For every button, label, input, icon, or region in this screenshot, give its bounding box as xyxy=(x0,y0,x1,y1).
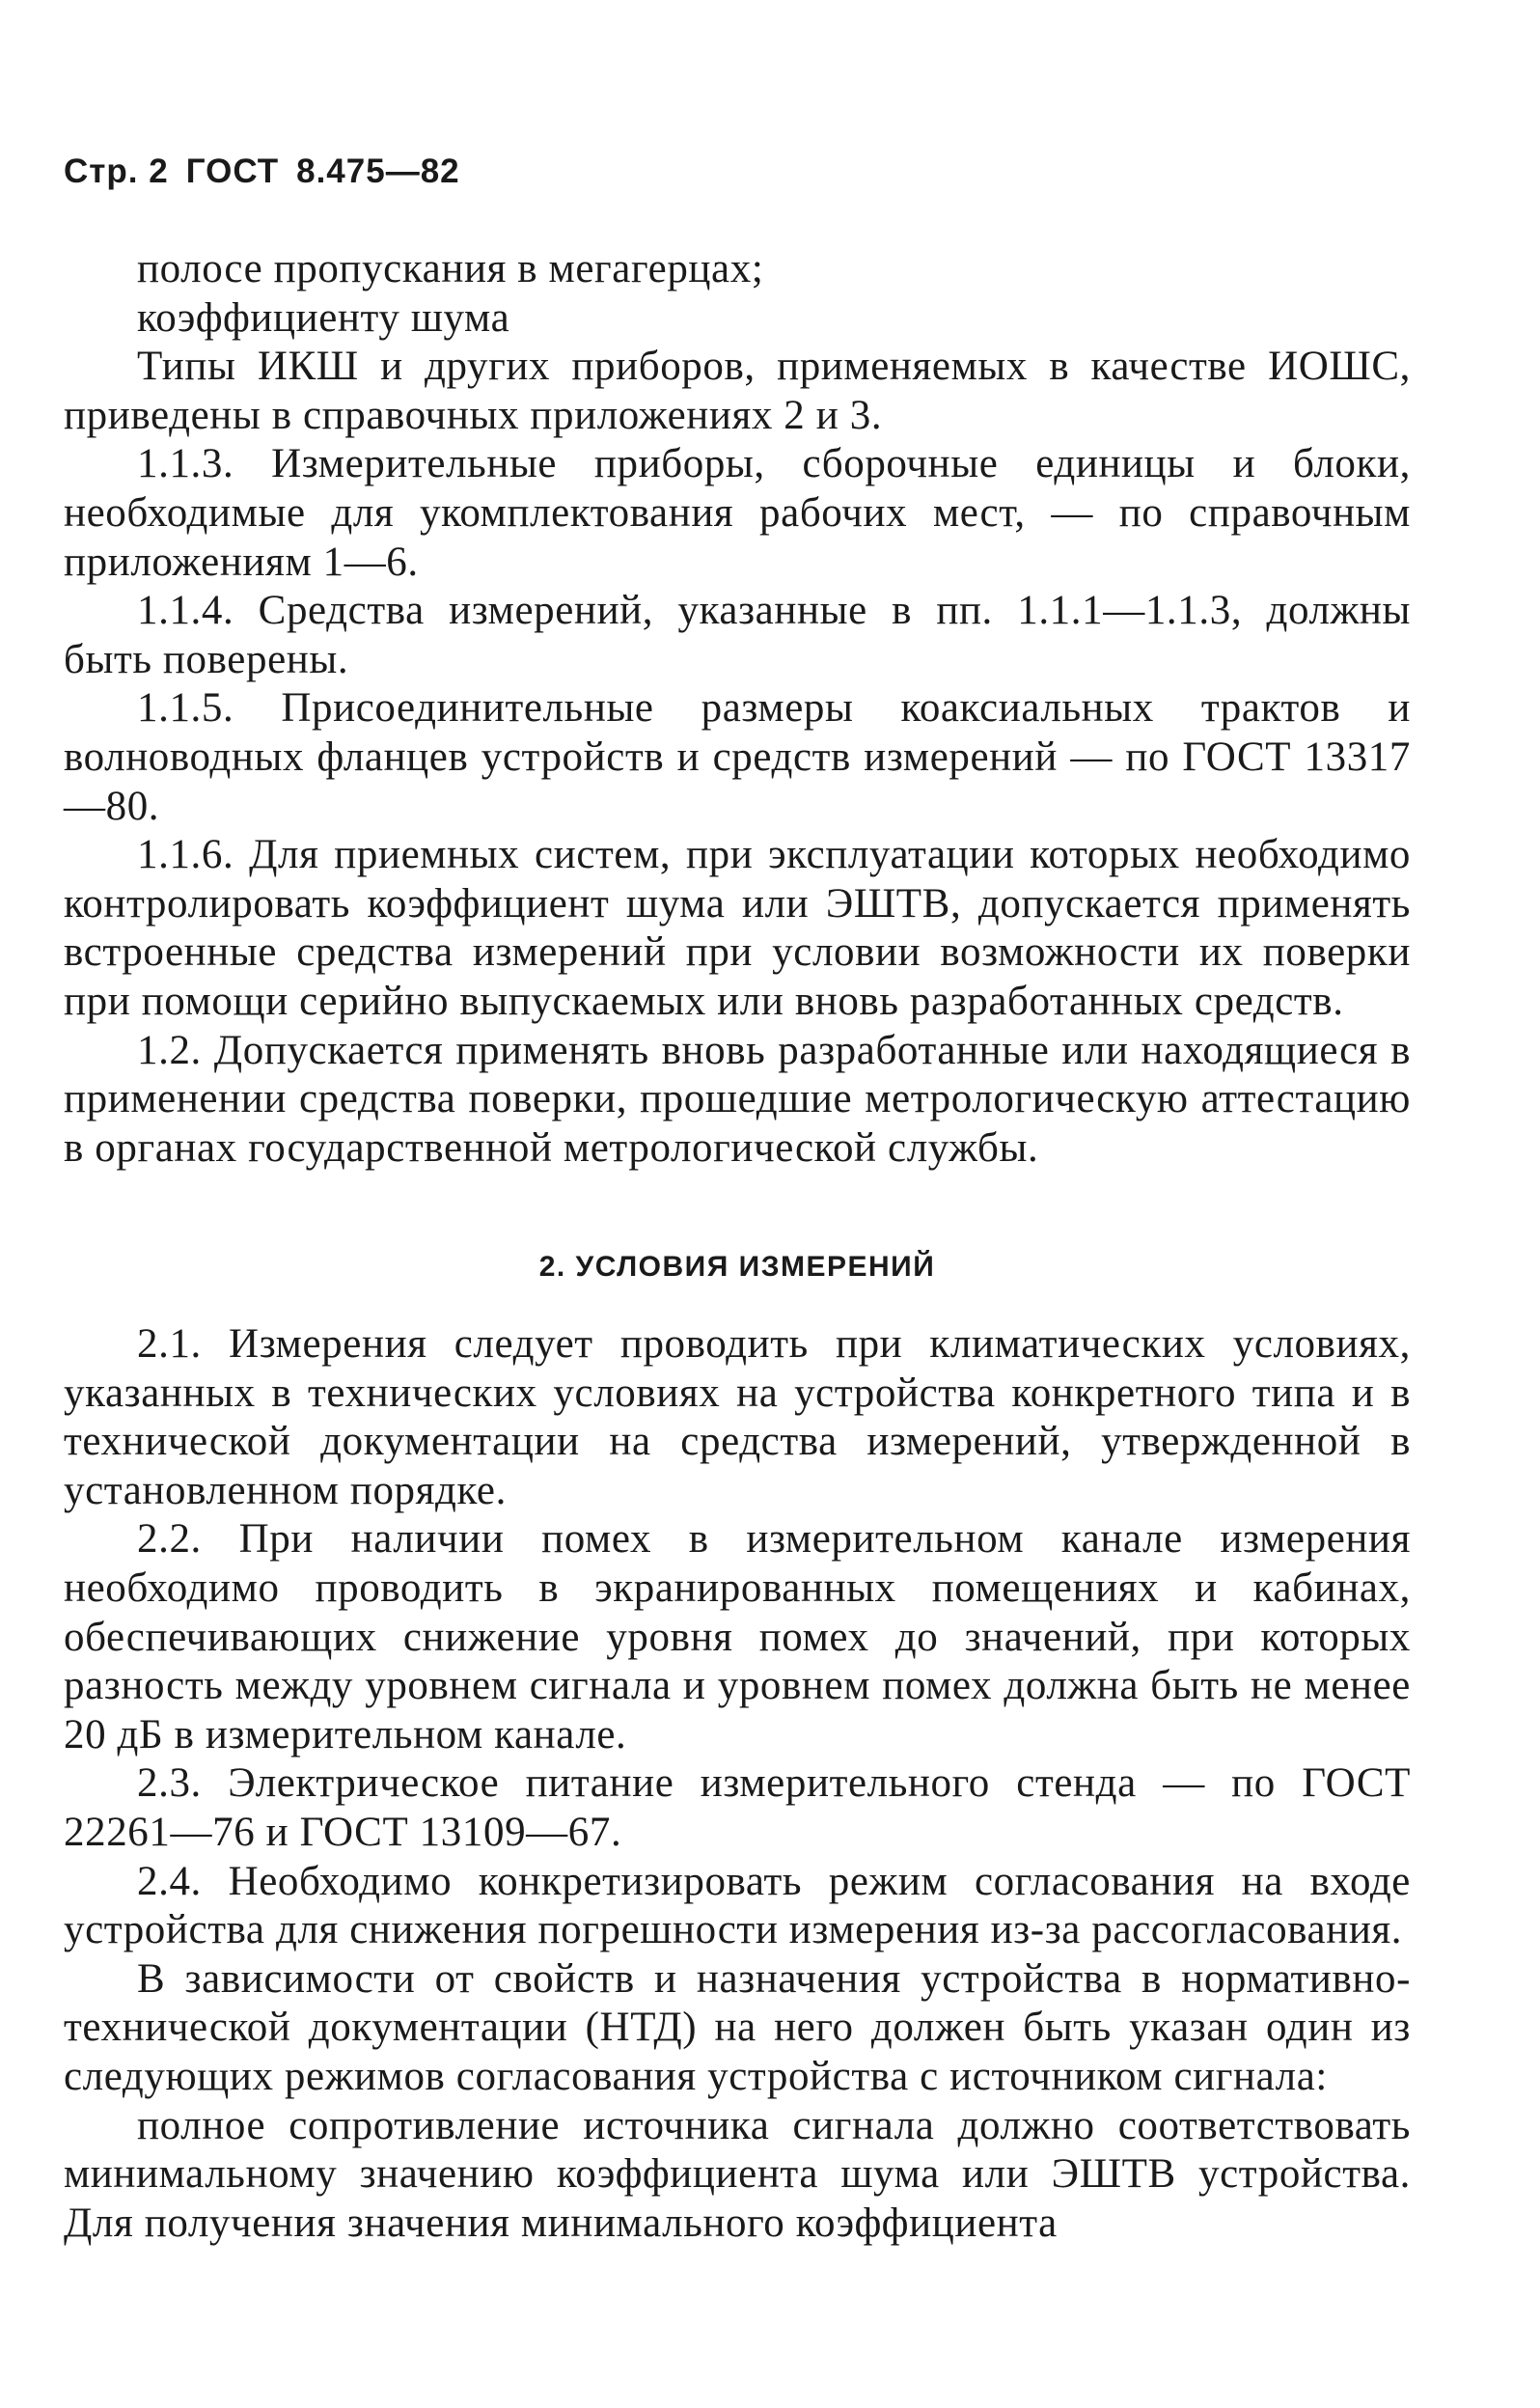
paragraph: 2.3. Электрическое питание измерительного стенда — по ГОСТ 22261—76 и ГОСТ 13109—67. xyxy=(64,1760,1411,1855)
standard-label: ГОСТ xyxy=(185,152,280,190)
standard-number: 8.475—82 xyxy=(296,152,460,190)
page-label: Стр. 2 xyxy=(64,152,169,190)
paragraph: 1.2. Допускается применять вновь разработанные или находящиеся в применении средства поверки, прошедшие метрологическую аттестацию в органах государственной метрологической службы. xyxy=(64,1027,1411,1171)
section-title: 2. УСЛОВИЯ ИЗМЕРЕНИЙ xyxy=(538,1251,936,1283)
paragraph: полное сопротивление источника сигнала должно соответствовать минимальному значению коэффициента шума или ЭШТВ устройства. Для получения значения минимального коэффициента xyxy=(64,2102,1411,2246)
text-block-2 xyxy=(64,1320,1411,2248)
page-header xyxy=(64,152,478,191)
paragraph: коэффициенту шума xyxy=(137,294,510,341)
paragraph: Типы ИКШ и других приборов, применяемых в качестве ИОШС, приведены в справочных приложениях 2 и 3. xyxy=(64,344,1411,438)
paragraph: 2.4. Необходимо конкретизировать режим согласования на входе устройства для снижения погрешности измерения из-за рассогласования. xyxy=(64,1858,1411,1953)
paragraph: полосе пропускания в мегагерцах; xyxy=(137,246,764,291)
paragraph: 1.1.6. Для приемных систем, при эксплуатации которых необходимо контролировать коэффициент шума или ЭШТВ, допускается применять встроенные средства измерений при условии возможности их поверки при помощи серийно выпускаемых или вновь разработанных средств. xyxy=(64,832,1411,1024)
text-block-1 xyxy=(64,245,1411,1173)
paragraph: 1.1.5. Присоединительные размеры коаксиальных трактов и волноводных фланцев устройств и средств измерений — по ГОСТ 13317—80. xyxy=(64,685,1411,829)
paragraph: 2.2. При наличии помех в измерительном канале измерения необходимо проводить в экранированных помещениях и кабинах, обеспечивающих снижение уровня помех до значений, при которых разность между уровнем сигнала и уровнем помех должна быть не менее 20 дБ в измерительном канале. xyxy=(64,1516,1411,1758)
paragraph: 1.1.3. Измерительные приборы, сборочные единицы и блоки, необходимые для укомплектования рабочих мест, — по справочным приложениям 1—6. xyxy=(64,441,1411,585)
paragraph: 1.1.4. Средства измерений, указанные в пп. 1.1.1—1.1.3, должны быть поверены. xyxy=(64,588,1411,682)
paragraph: 2.1. Измерения следует проводить при климатических условиях, указанных в технических условиях на устройства конкретного типа и в технической документации на средства измерений, утвержденной в установленном порядке. xyxy=(64,1321,1411,1513)
paragraph: В зависимости от свойств и назначения устройства в нормативно-технической документации (НТД) на него должен быть указан один из следующих режимов согласования устройства с источником сигнала: xyxy=(64,1955,1411,2099)
